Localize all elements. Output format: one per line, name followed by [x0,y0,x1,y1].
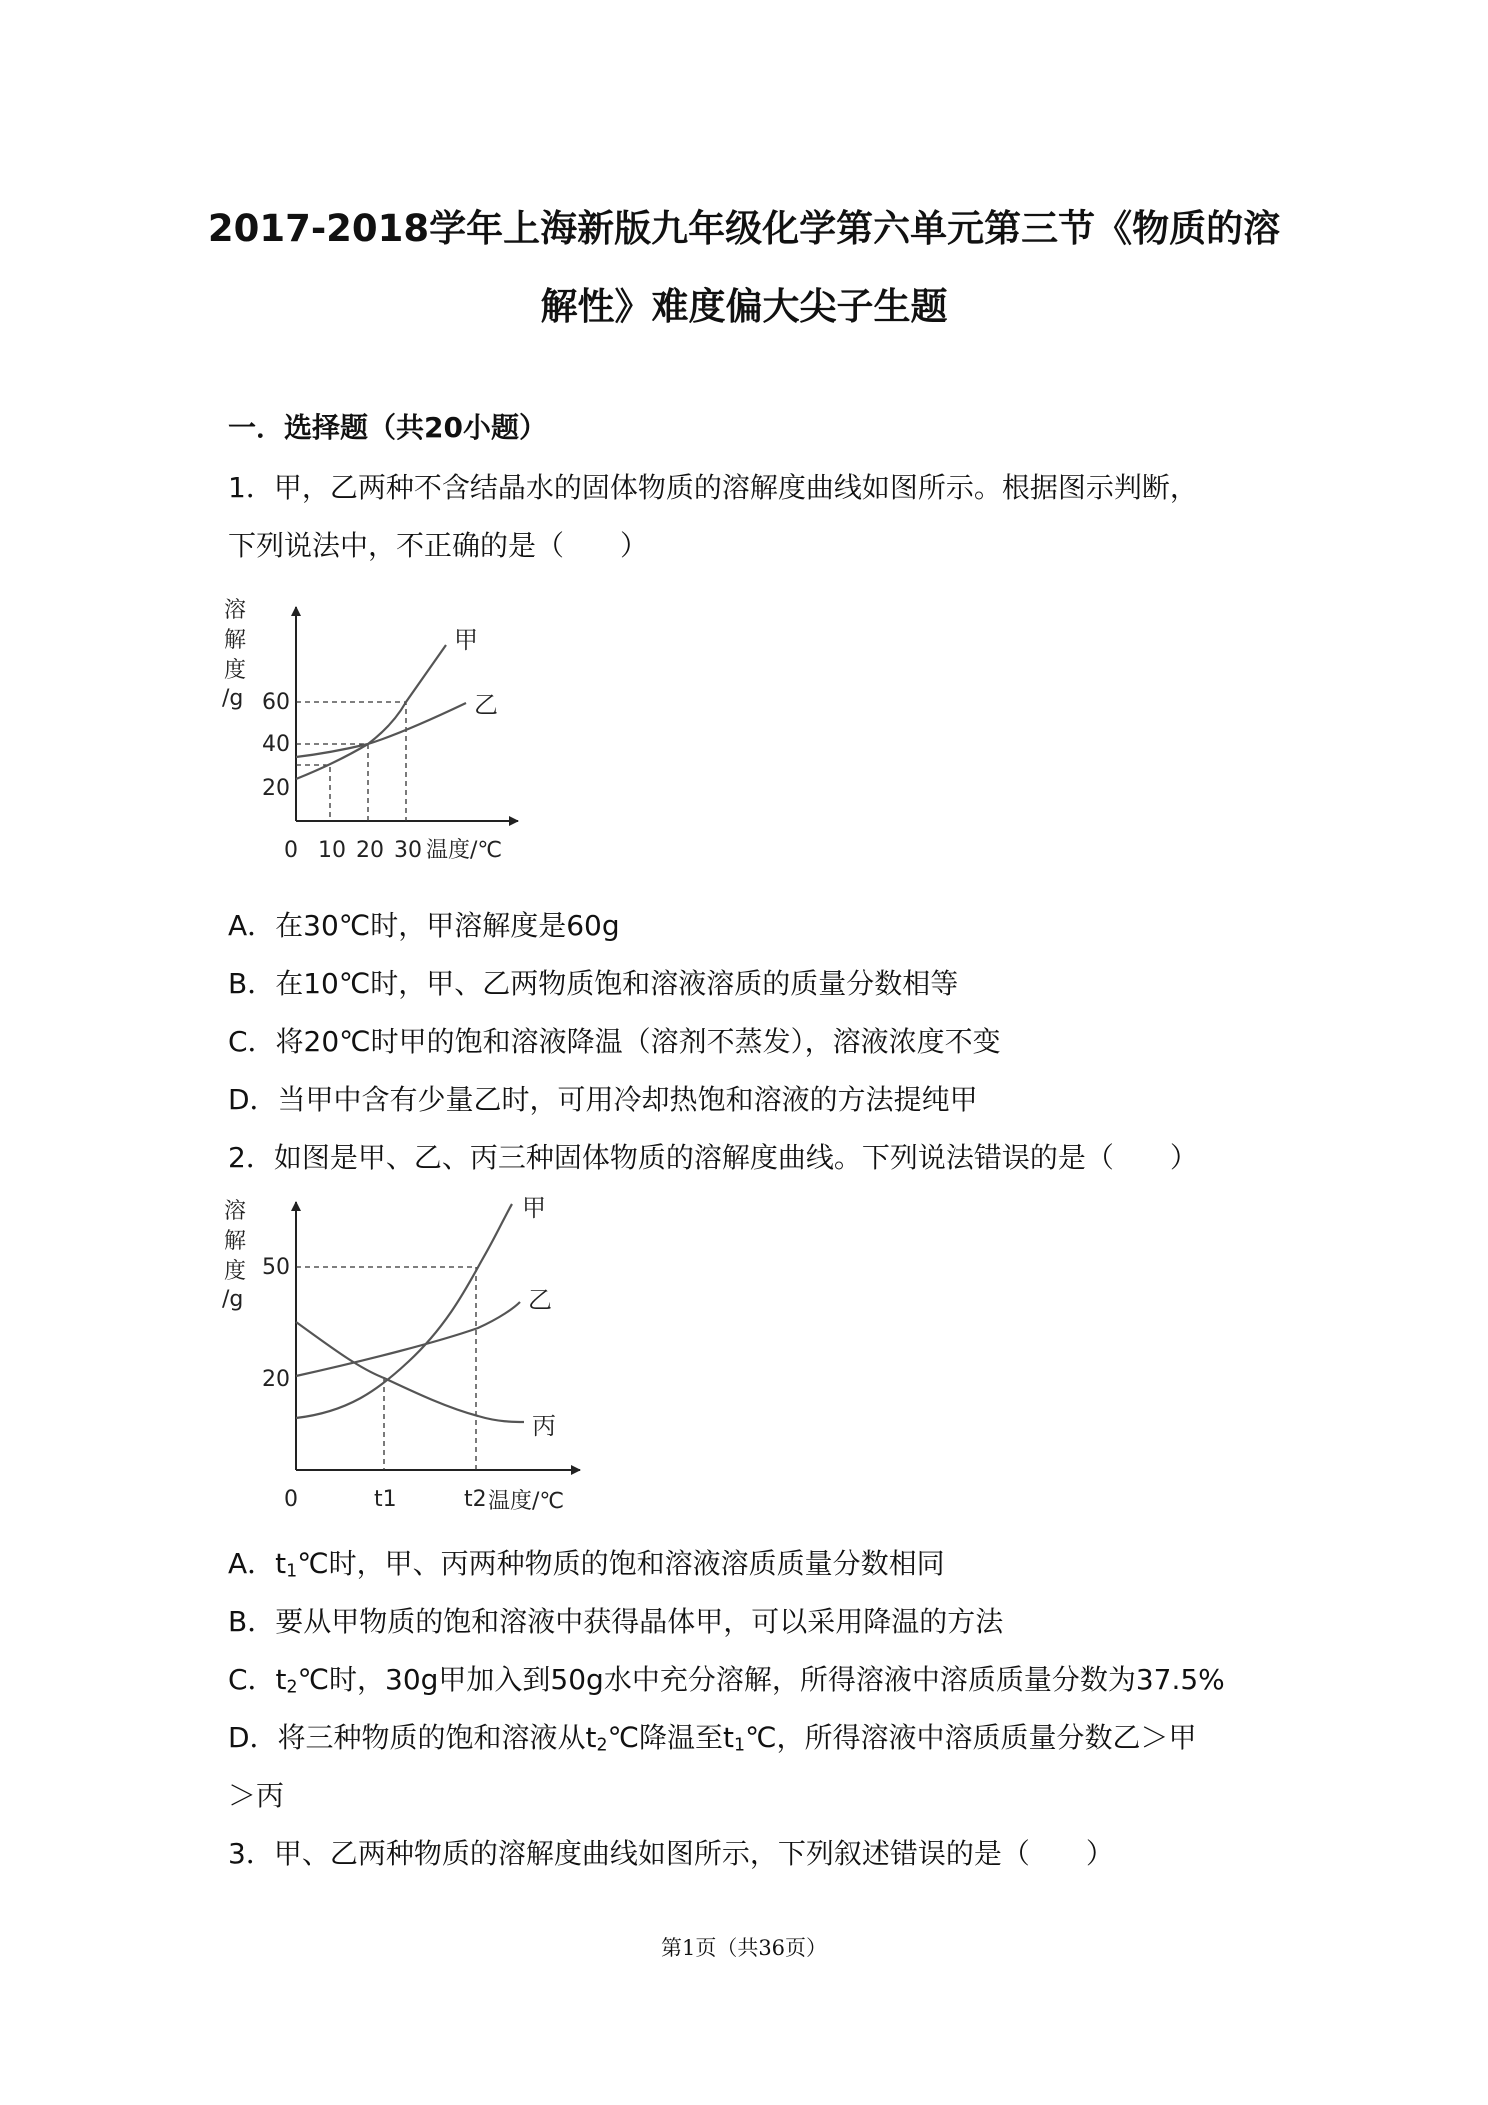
q1-solubility-chart [218,585,528,865]
q2-series-label-bing: 丙 [532,1412,556,1440]
q1-option-b: B．在10℃时，甲、乙两物质饱和溶液溶质的质量分数相等 [228,967,959,1000]
q2-option-d: D．将三种物质的饱和溶液从$t_2℃$降温至$t_1℃$，所得溶液中溶质质量分数乙＞甲 [228,1721,1197,1756]
q1-ytick: 60 [262,690,290,715]
q1-xlabel: 温度/℃ [426,838,503,863]
q1-ylabel: 度 [224,658,247,683]
q3-stem: 3．甲、乙两种物质的溶解度曲线如图所示，下列叙述错误的是（ ） [228,1837,1114,1870]
q1-option-c: C．将20℃时甲的饱和溶液降温（溶剂不蒸发），溶液浓度不变 [228,1025,1001,1058]
q1-xtick: 10 [318,838,346,863]
q2-series-label-jia: 甲 [522,1194,546,1222]
page-footer: 第1页（共36页） [660,1936,828,1960]
q2-ytick: 50 [262,1255,290,1280]
q2-stem: 2．如图是甲、乙、丙三种固体物质的溶解度曲线。下列说法错误的是（ ） [228,1141,1198,1174]
q2-xlabel: 温度/℃ [488,1489,565,1514]
q2-curve-yi [296,1302,520,1376]
q2-curve-jia [296,1204,512,1418]
q1-ytick: 20 [262,776,290,801]
q1-series-label-yi: 乙 [474,691,498,719]
q1-curve-jia [296,645,446,779]
q1-series-label-jia: 甲 [454,626,478,654]
q1-option-d: D．当甲中含有少量乙时，可用冷却热饱和溶液的方法提纯甲 [228,1083,978,1116]
q2-solubility-chart [218,1190,588,1520]
q1-ytick: 40 [262,732,290,757]
q1-ylabel: 溶 [224,598,247,623]
q1-option-a: A．在30℃时，甲溶解度是60g [228,909,620,942]
section-heading: 一．选择题（共20小题） [228,411,547,444]
q2-option-c: C．$t_2℃$时，30g甲加入到50g水中充分溶解，所得溶液中溶质质量分数为37.5% [228,1663,1225,1698]
q2-ylabel: 度 [224,1259,247,1284]
q1-ylabel: 解 [224,628,247,653]
q1-xtick: 30 [394,838,422,863]
q2-ylabel: 溶 [224,1199,247,1224]
q1-curve-yi [296,703,466,757]
q2-option-d-line2: ＞丙 [228,1779,285,1812]
q2-option-a: A．$t_1℃$时，甲、丙两种物质的饱和溶液溶质质量分数相同 [228,1547,945,1582]
q1-xtick: 20 [356,838,384,863]
q1-stem-line2: 下列说法中，不正确的是（ ） [228,529,649,562]
q2-ylabel: 解 [224,1229,247,1254]
q2-xtick: t2 [464,1487,487,1512]
document-title-line1: 2017-2018学年上海新版九年级化学第六单元第三节《物质的溶 [207,207,1281,250]
q2-series-label-yi: 乙 [528,1286,552,1314]
q1-stem-line1: 1．甲，乙两种不含结晶水的固体物质的溶解度曲线如图所示。根据图示判断， [228,471,1198,504]
q2-ytick: 20 [262,1367,290,1392]
q1-ylabel: /g [222,686,244,711]
q2-option-b: B．要从甲物质的饱和溶液中获得晶体甲，可以采用降温的方法 [228,1605,1004,1638]
q2-curve-bing [296,1322,524,1422]
document-title-line2: 解性》难度偏大尖子生题 [540,285,948,328]
q2-ylabel: /g [222,1287,244,1312]
q1-xtick: 0 [284,838,298,863]
q2-xtick: 0 [284,1487,298,1512]
q2-xtick: t1 [374,1487,397,1512]
